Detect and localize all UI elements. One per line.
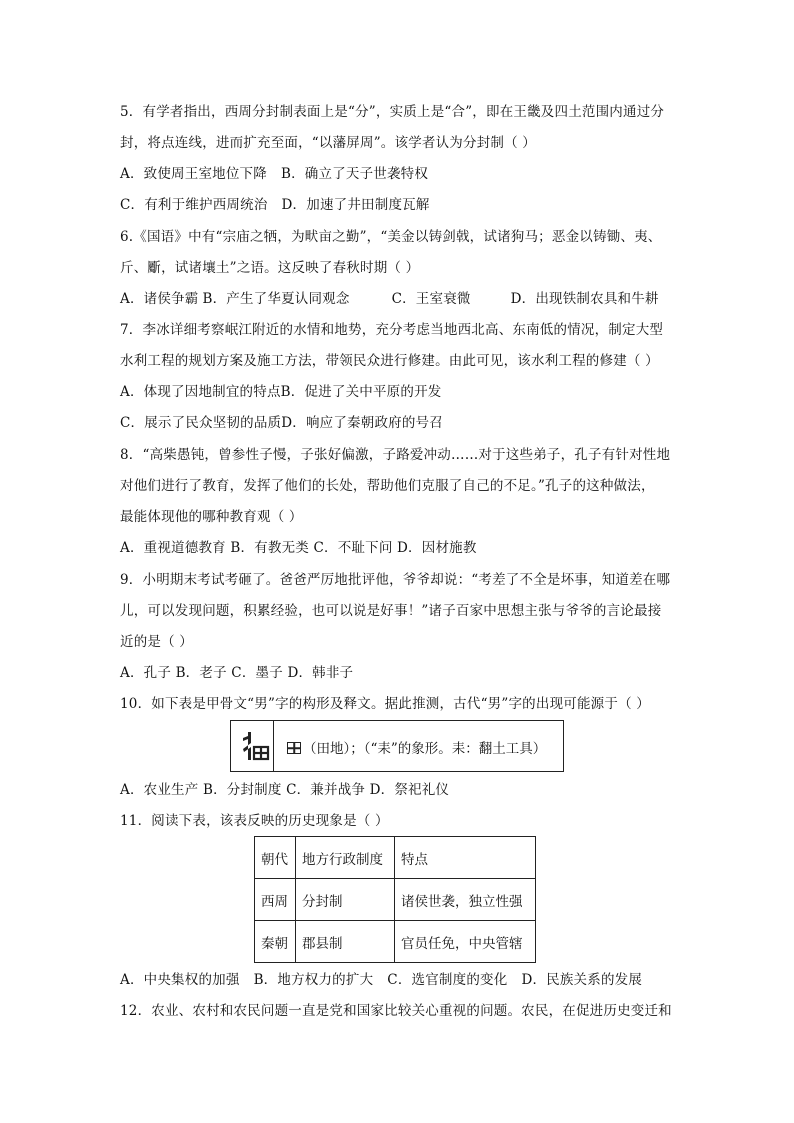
q5-option-d: D．加速了井田制度瓦解 [281,197,430,213]
q6-options-row [120,290,680,308]
q7-option-d: D．响应了秦朝政府的号召 [281,415,443,431]
oracle-bone-table [230,720,564,772]
q10-option-b: B．分封制度 [202,782,282,798]
q5-option-c: C．有利于维护西周统治 [120,197,268,213]
q7-option-a: A．体现了因地制宜的特点 [120,384,281,400]
q5-stem-line1: 5．有学者指出，西周分封制表面上是“分”，实质上是“合”，即在王畿及四土范围内通过分 [120,104,665,120]
q9-option-d: D．韩非子 [287,665,354,681]
table-cell: 分封制 [296,879,395,921]
table-row [255,921,536,963]
q11-options-row [120,971,680,989]
q5-stem-line2: 封，将点连线，进而扩充至面，“以藩屏周”。该学者认为分封制（ ） [120,135,536,151]
q9-option-c: C．墨子 [231,665,283,681]
table-row [255,879,536,921]
q10-option-d: D．祭祀礼仪 [369,782,450,798]
q11-option-c: C．选官制度的变化 [387,972,508,988]
q9-stem-line2: 儿，可以发现问题，积累经验，也可以说是好事！”诸子百家中思想主张与爷爷的言论最接 [120,603,662,619]
field-glyph-icon [287,742,301,754]
table-divider [273,721,274,771]
q8-stem-line2: 对他们进行了教育，发挥了他们的长处，帮助他们克服了自己的不足。”孔子的这种做法， [120,478,655,494]
q11-option-d: D．民族关系的发展 [521,972,643,988]
q9-stem-line1: 9．小明期末考试考砸了。爸爸严厉地批评他，爷爷却说：“考差了不全是坏事，知道差在哪 [120,572,671,588]
q5-options-row1 [120,165,680,183]
table-cell: 郡县制 [296,921,395,963]
q9-option-b: B．老子 [175,665,227,681]
q8-stem-line3: 最能体现他的哪种教育观（ ） [120,509,303,525]
table-header-cell: 地方行政制度 [296,837,395,879]
q6-option-b: B．产生了华夏认同观念 [202,291,350,307]
q9-option-a: A．孔子 [120,665,172,681]
q7-option-c: C．展示了民众坚韧的品质 [120,415,282,431]
q5-options-row2 [120,196,680,214]
q8-option-b: B．有教无类 [230,540,309,556]
q8-option-a: A．重视道德教育 [120,540,226,556]
q7-options-row2 [120,414,680,432]
table-cell: 秦朝 [255,921,296,963]
q8-options-row [120,539,680,557]
table-header-cell: 特点 [395,837,536,879]
table-cell: 诸侯世袭，独立性强 [395,879,536,921]
q10-option-a: A．农业生产 [120,782,199,798]
q8-stem-line1: 8．“高柴愚钝，曾参性子慢，子张好偏激，子路爱冲动……对于这些弟子，孔子有针对性地 [120,447,671,463]
q5-option-a: A．致使周王室地位下降 [120,166,267,182]
q7-option-b: B．促进了关中平原的开发 [280,384,442,400]
q12-stem-line1: 12．农业、农村和农民问题一直是党和国家比较关心重视的问题。农民，在促进历史变迁和 [120,1003,672,1019]
q10-options-row [120,781,680,799]
q7-stem-line2: 水利工程的规划方案及施工方法，带领民众进行修建。由此可见，该水利工程的修建（ ） [120,353,659,369]
q6-option-a: A．诸侯争霸 [120,291,199,307]
table-cell: 西周 [255,879,296,921]
q10-option-c: C．兼并战争 [286,782,366,798]
oracle-bone-explanation [287,737,546,757]
table-header-row [255,837,536,879]
q6-option-c: C．王室衰微 [391,291,471,307]
q11-stem-line1: 11．阅读下表，该表反映的历史现象是（ ） [120,813,389,829]
q10-stem-line1: 10．如下表是甲骨文“男”字的构形及释文。据此推测，古代“男”字的出现可能源于（ ） [120,696,650,712]
q9-options-row [120,664,680,682]
q11-option-a: A．中央集权的加强 [120,972,240,988]
q5-option-b: B．确立了天子世袭特权 [280,166,429,182]
q6-stem-line1: 6.《国语》中有“宗庙之牺，为畎亩之勤”，“美金以铸剑戟，试诸狗马；恶金以铸锄、夷、 [120,229,662,245]
q9-stem-line3: 近的是（ ） [120,634,193,650]
dynasty-table [254,836,536,963]
oracle-bone-nan-character-icon [239,729,271,763]
q7-stem-line1: 7．李冰详细考察岷江附近的水情和地势，充分考虑当地西北高、东南低的情况，制定大型 [120,322,664,338]
q8-option-c: C．不耻下问 [313,540,393,556]
q6-option-d: D．出现铁制农具和牛耕 [510,291,659,307]
table-cell: 官员任免，中央管辖 [395,921,536,963]
q11-option-b: B．地方权力的扩大 [253,972,374,988]
q7-options-row1 [120,383,680,401]
q8-option-d: D．因材施教 [397,540,477,556]
oracle-bone-explanation-text: （田地）；（“耒”的象形。耒：翻土工具） [303,741,547,757]
table-header-cell: 朝代 [255,837,296,879]
q6-stem-line2: 斤、斸，试诸壤土”之语。这反映了春秋时期（ ） [120,260,420,276]
